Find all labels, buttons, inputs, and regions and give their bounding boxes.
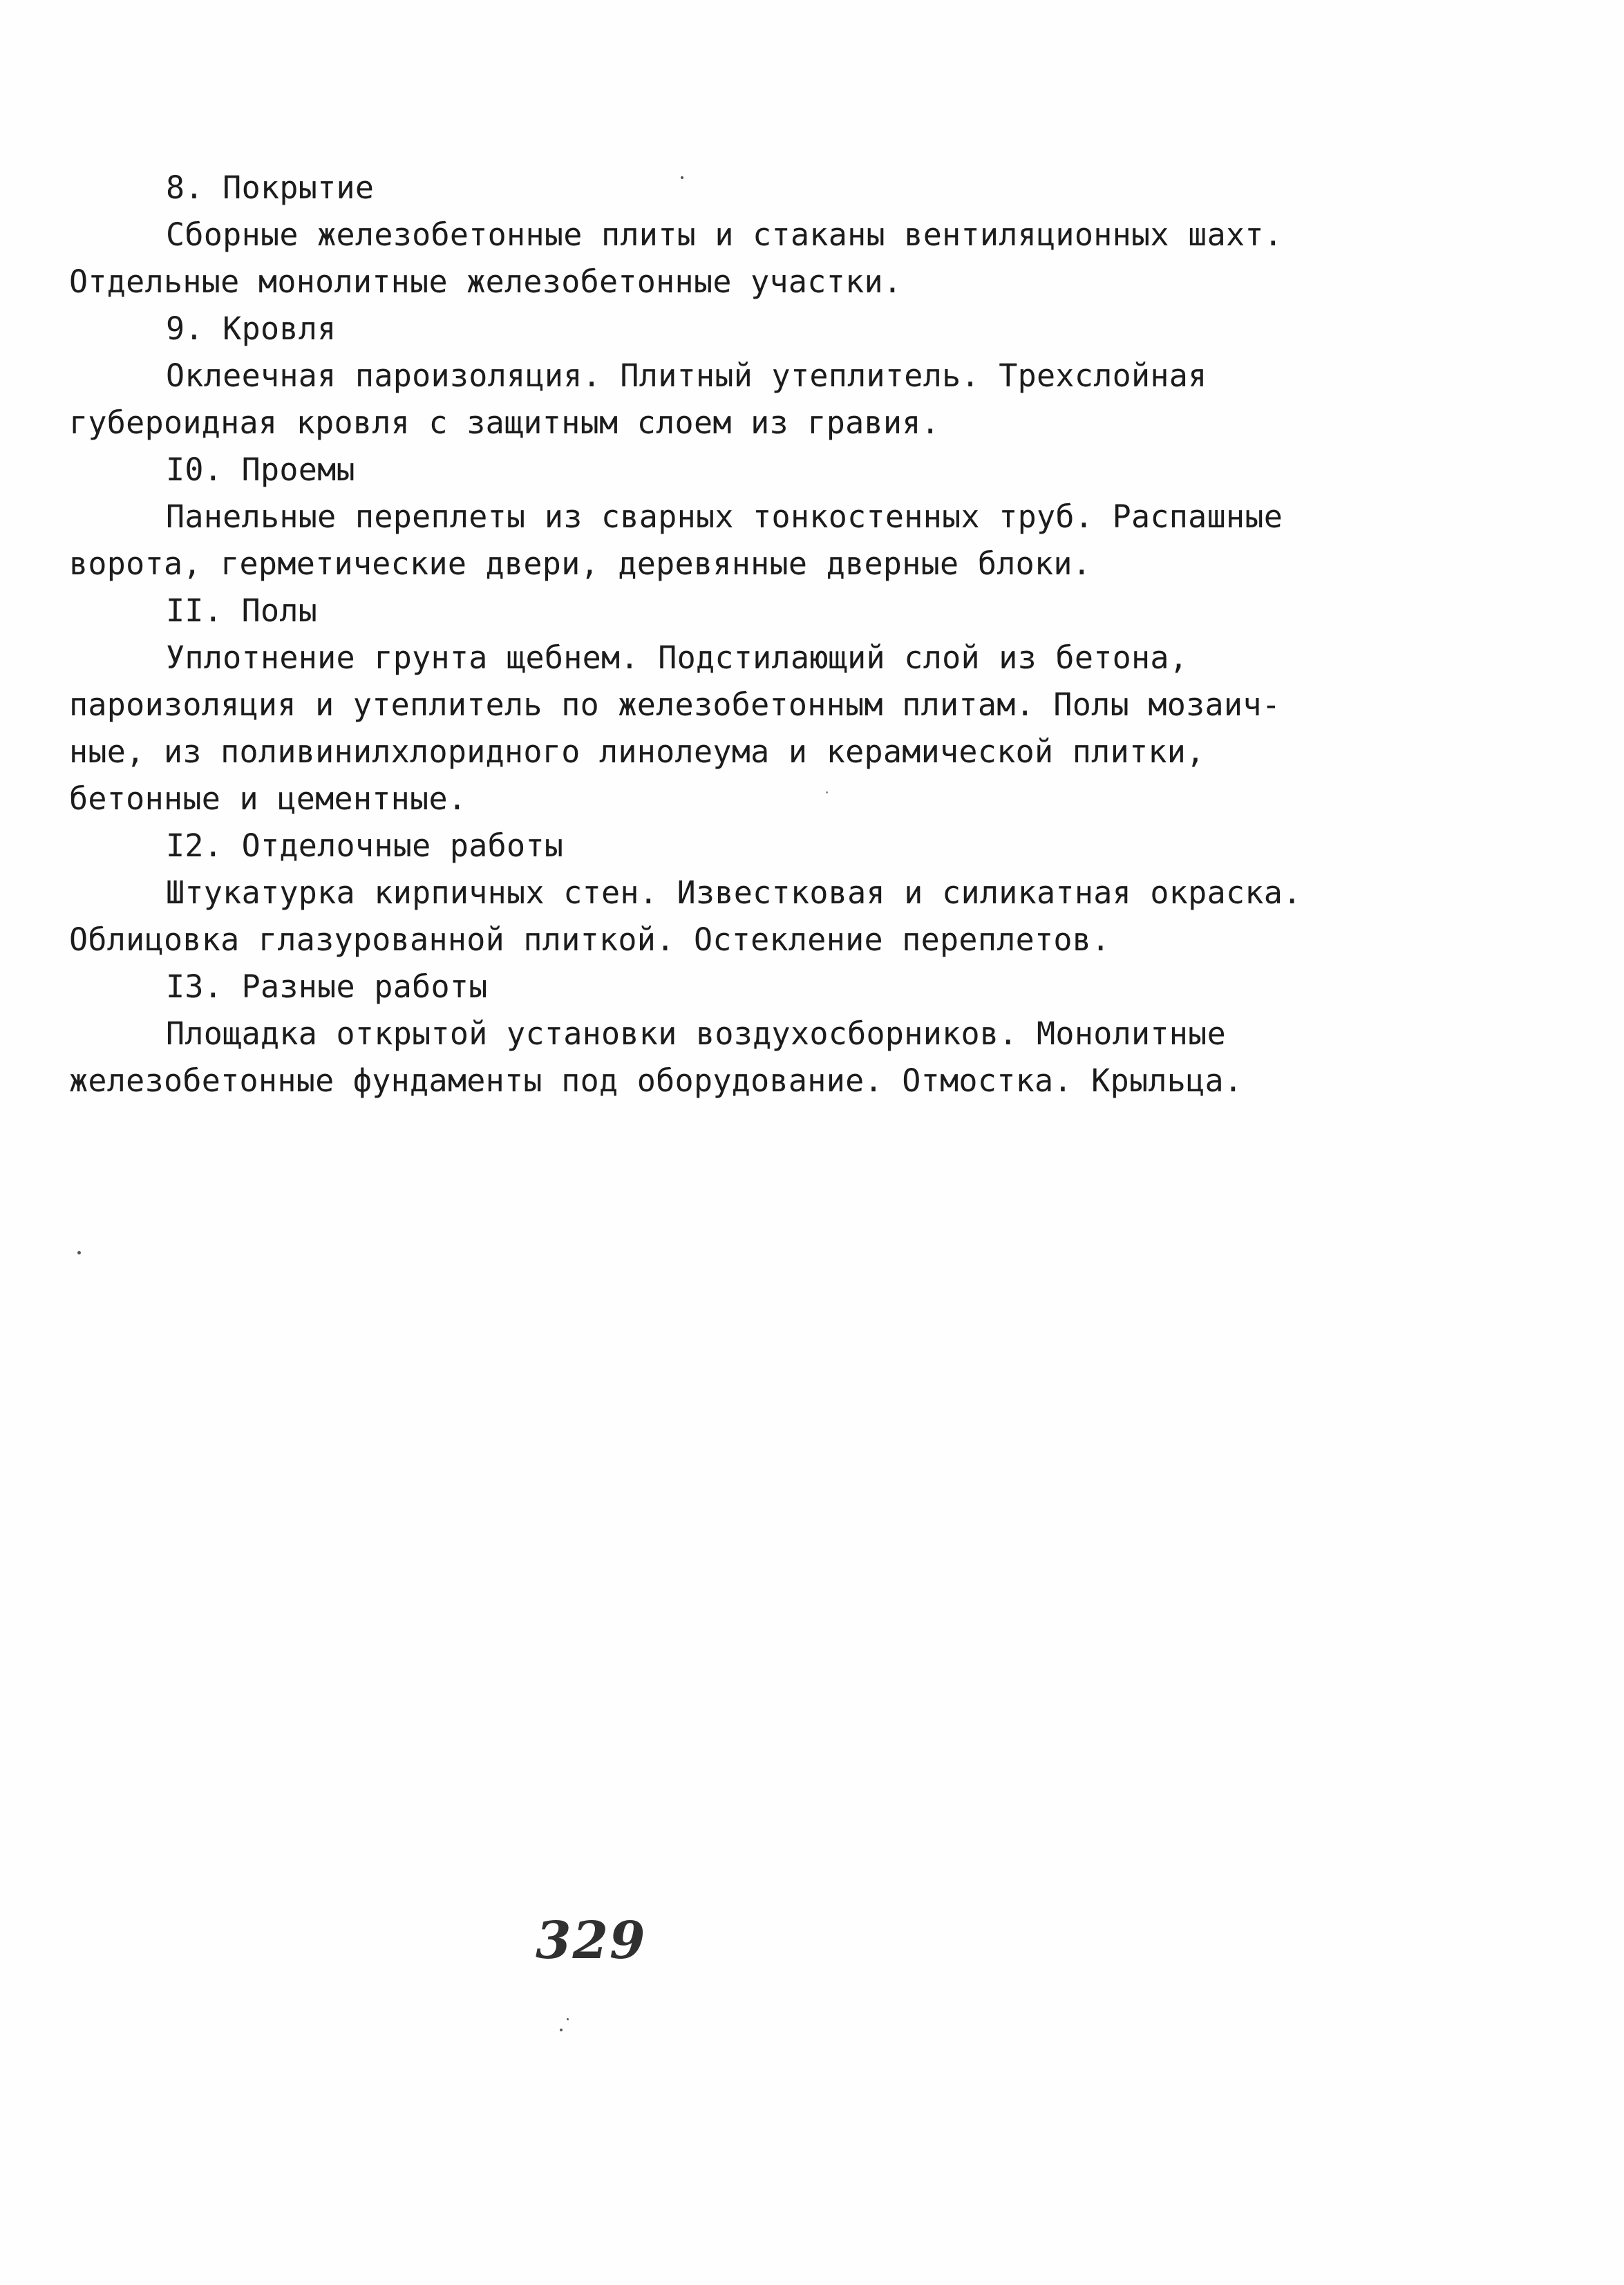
scan-speck [826, 791, 828, 793]
text-line: железобетонные фундаменты под оборудование. Отмостка. Крыльца. [69, 1062, 1243, 1099]
scan-speck [567, 2018, 569, 2020]
scan-speck [77, 1251, 81, 1254]
text-line: Отдельные монолитные железобетонные участки. [69, 263, 903, 300]
text-line: Облицовка глазурованной плиткой. Остекление переплетов. [69, 921, 1111, 958]
text-line: Уплотнение грунта щебнем. Подстилающий слой из бетона, [166, 639, 1189, 676]
text-line: Панельные переплеты из сварных тонкостенных труб. Распашные [166, 498, 1283, 535]
section-heading-roof: 9. Кровля [166, 310, 337, 347]
text-line: ворота, герметические двери, деревянные дверные блоки. [69, 545, 1092, 582]
section-heading-floors: II. Полы [166, 592, 318, 629]
text-line: Сборные железобетонные плиты и стаканы вентиляционных шахт. [166, 216, 1283, 253]
text-line: ные, из поливинилхлоридного линолеума и керамической плитки, [69, 733, 1205, 770]
text-line: пароизоляция и утеплитель по железобетонным плитам. Полы мозаич- [69, 686, 1281, 723]
text-line: Оклеечная пароизоляция. Плитный утеплитель. Трехслойная [166, 357, 1207, 394]
scan-speck [681, 176, 683, 179]
text-line: Площадка открытой установки воздухосборников. Монолитные [166, 1015, 1226, 1052]
section-heading-openings: I0. Проемы [166, 451, 355, 488]
document-body [69, 164, 1354, 1104]
text-line: бетонные и цементные. [69, 780, 467, 817]
section-heading-roofing: 8. Покрытие [166, 169, 375, 206]
text-line: губероидная кровля с защитным слоем из гравия. [69, 404, 941, 441]
text-line: Штукатурка кирпичных стен. Известковая и силикатная окраска. [166, 874, 1302, 911]
page-number: 329 [536, 1911, 647, 1971]
scan-speck [560, 2029, 563, 2031]
section-heading-misc: I3. Разные работы [166, 968, 488, 1005]
section-heading-finishing: I2. Отделочные работы [166, 827, 564, 864]
